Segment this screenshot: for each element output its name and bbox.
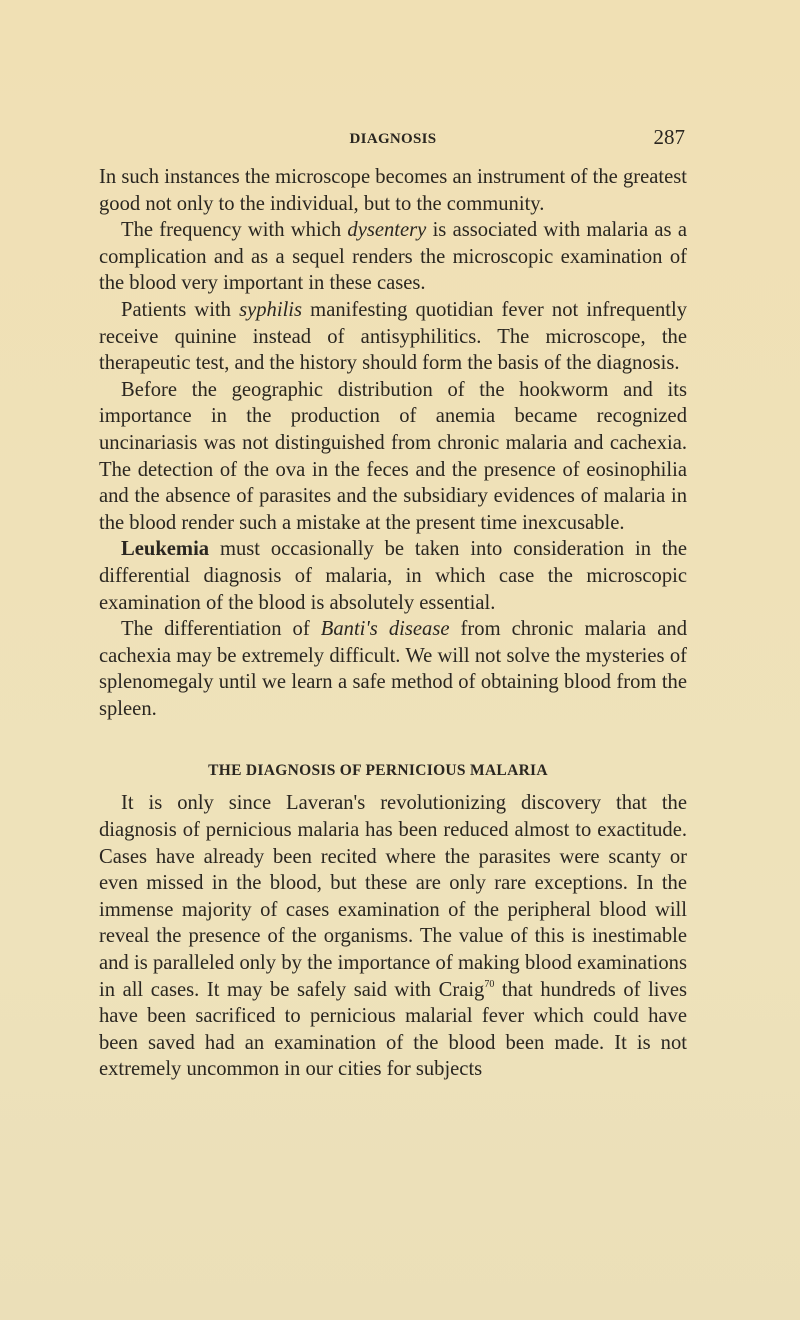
- running-head: [99, 125, 687, 153]
- paragraph-leukemia: Leukemia must occasionally be taken into consideration in the differential diagnosis of malaria, in which case the microscopic examination of the blood is absolutely essential.: [99, 538, 687, 614]
- term-bantis-disease: Banti's disease: [320, 618, 450, 641]
- paragraph-dysentery: The frequency with which dysentery is associated with malaria as a complication and as a sequel renders the microscopic examination of the blood very important in these cases.: [99, 219, 687, 295]
- footnote-reference: 70: [484, 978, 495, 990]
- term-syphilis: syphilis: [239, 298, 303, 321]
- term-leukemia: Leukemia: [121, 538, 210, 561]
- paragraph-hookworm: Before the geographic distribution of the hookworm and its importance in the production of anemia became recognized uncinariasis was not distinguished from chronic malaria and cachexia. The detection of the ova in the feces and the presence of eosinophilia and the absence of parasites and the subsidiary evidences of malaria in the blood render such a mistake at the present time inexcusable.: [99, 378, 687, 534]
- running-title: DIAGNOSIS: [349, 131, 437, 147]
- paragraph-microscope-instrument: In such instances the microscope becomes an instrument of the greatest good not only to the individual, but to the community.: [99, 166, 687, 215]
- paragraph-pernicious-malaria: It is only since Laveran's revolutionizing discovery that the diagnosis of pernicious malaria has been reduced almost to exactitude. Cases have already been recited where the parasites were scanty or even missed in the blood, but these are only rare exceptions. In the immense majority of cases examination of the peripheral blood will reveal the presence of the organisms. The value of this is inestimable and is paralleled only by the importance of making blood examinations in all cases. It may be safely said with Craig$^{70}$ that hundreds of lives have been sacrificed to pernicious malarial fever which could have been saved had an examination of the blood been made. It is not extremely uncommon in our cities for subjects: [99, 792, 687, 1081]
- page-number: 287: [653, 125, 685, 149]
- paragraph-bantis-disease: The differentiation of Banti's disease from chronic malaria and cachexia may be extremely difficult. We will not solve the mysteries of splenomegaly until we learn a safe method of obtaining blood from the spleen.: [99, 618, 687, 720]
- body-text: [99, 164, 687, 1083]
- paragraph-syphilis: Patients with syphilis manifesting quotidian fever not infrequently receive quinine instead of antisyphilitics. The microscope, the therapeutic test, and the history should form the basis of the diagnosis.: [99, 298, 688, 375]
- term-dysentery: dysentery: [347, 219, 427, 242]
- section-heading: THE DIAGNOSIS OF PERNICIOUS MALARIA: [208, 762, 548, 780]
